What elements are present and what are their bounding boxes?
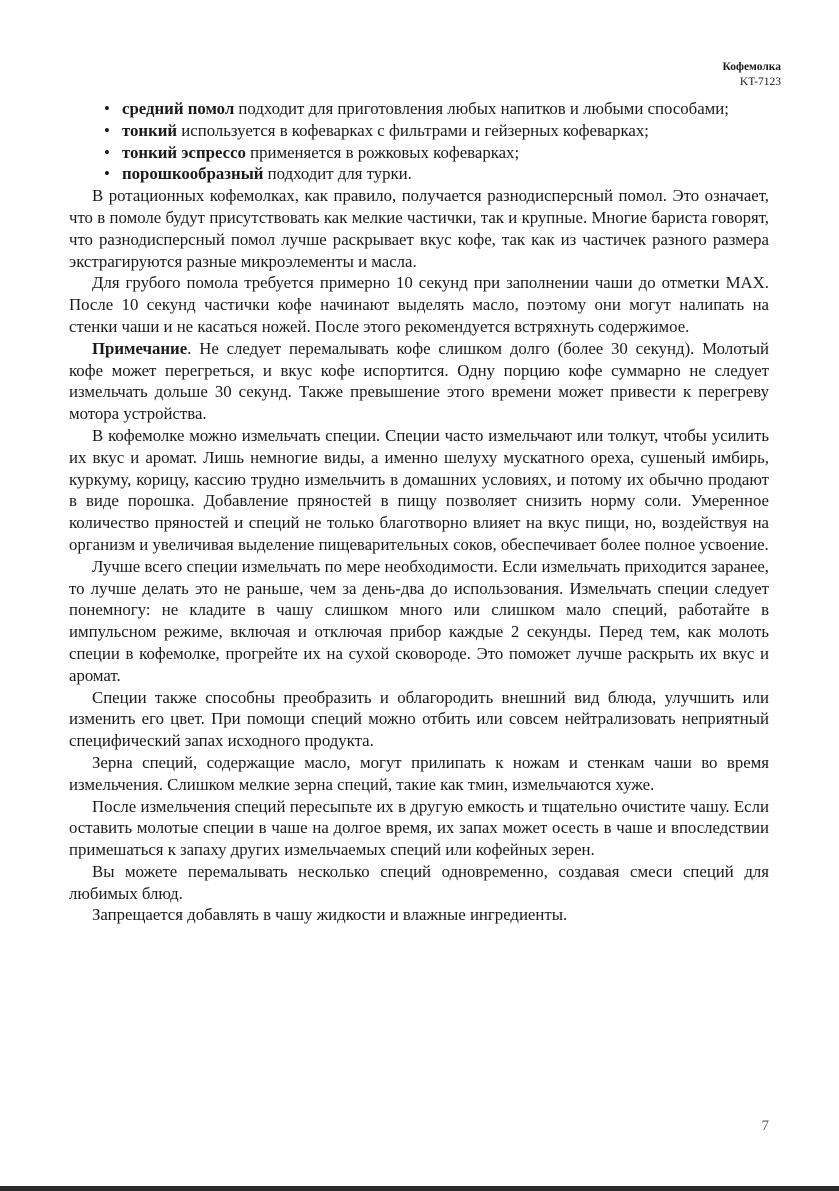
paragraph-text: Для грубого помола требуется примерно 10 секунд при заполнении чаши до отметки MAX. После 10 секунд частички кофе начинают выделять масло, поэтому они могут налипать на стенки чаши и не касаться ножей. После этого рекомендуется встряхнуть содержимое. <box>69 273 769 336</box>
grind-types-list <box>69 98 769 185</box>
page-body <box>69 98 769 926</box>
paragraph-text: Запрещается добавлять в чашу жидкости и влажные ингредиенты. <box>92 905 568 925</box>
paragraph <box>69 272 769 337</box>
paragraph <box>69 796 769 861</box>
note-label: Примечание <box>92 338 188 358</box>
paragraph-text: После измельчения специй пересыпьте их в другую емкость и тщательно очистите чашу. Если оставить молотые специи в чаше на долгое время, их запах может осесть в чаше и впоследствии примешаться к запаху других измельчаемых специй или кофейных зерен. <box>69 796 769 860</box>
paragraph-text: Вы можете перемалывать несколько специй одновременно, создавая смеси специй для любимых блюд. <box>69 861 769 903</box>
paragraph <box>69 185 769 272</box>
term: средний помол <box>122 99 235 118</box>
term-description: используется в кофеварках с фильтрами и гейзерных кофеварках; <box>177 120 649 140</box>
term-description: подходит для турки. <box>263 164 412 184</box>
term-description: применяется в рожковых кофеварках; <box>245 142 520 162</box>
note-paragraph <box>69 338 769 425</box>
paragraph-text: Лучше всего специи измельчать по мере необходимости. Если измельчать приходится заранее, то лучше делать это не раньше, чем за день-два до использования. Измельчать специи следует понемногу: не кладите в чашу слишком много или слишком мало специй, работайте в импульсном режиме, включая и отключая прибор каждые 2 секунды. Перед тем, как молоть специи в кофемолке, прогрейте их на сухой сковороде. Это поможет лучше раскрыть их вкус и аромат. <box>69 556 769 685</box>
bottom-border <box>0 1186 839 1191</box>
bullet-icon: • <box>104 99 110 118</box>
bullet-icon: • <box>104 120 110 140</box>
paragraph <box>69 752 769 796</box>
paragraph <box>69 904 769 926</box>
term-description: подходит для приготовления любых напитков и любыми способами; <box>234 99 729 118</box>
bullet-icon: • <box>104 142 110 162</box>
paragraph-text: Специи также способны преобразить и облагородить внешний вид блюда, улучшить или изменить его цвет. При помощи специй можно отбить или совсем нейтрализовать неприятный специфический запах исходного продукта. <box>69 687 769 751</box>
paragraph <box>69 861 769 905</box>
model-number: KT-7123 <box>739 76 781 88</box>
term: тонкий <box>122 120 178 140</box>
list-item <box>69 120 769 142</box>
paragraph <box>69 687 769 752</box>
paragraph-text: . Не следует перемалывать кофе слишком долго (более 30 секунд). Молотый кофе может перегреться, и вкус кофе испортится. Одну порцию кофе суммарно не следует измельчать дольше 30 секунд. Также превышение этого времени может привести к перегреву мотора устройства. <box>69 338 769 424</box>
paragraph-text: Зерна специй, содержащие масло, могут прилипать к ножам и стенкам чаши во время измельчения. Слишком мелкие зерна специй, такие как тмин, измельчаются хуже. <box>69 752 769 794</box>
page-number: 7 <box>761 1118 769 1134</box>
term: порошкообразный <box>122 164 264 184</box>
bullet-icon: • <box>104 164 110 184</box>
paragraph <box>69 425 769 556</box>
list-item <box>69 163 769 185</box>
list-item <box>69 142 769 164</box>
term: тонкий эспрессо <box>122 142 246 162</box>
paragraph <box>69 556 769 687</box>
list-item <box>69 98 769 120</box>
paragraph-text: В ротационных кофемолках, как правило, получается разнодисперсный помол. Это означает, что в помоле будут присутствовать как мелкие частички, так и крупные. Многие бариста говорят, что разнодисперсный помол лучше раскрывает вкус кофе, так как из частичек разного размера экстрагируются разные микроэлементы и масла. <box>69 186 769 271</box>
page-header <box>722 60 781 90</box>
paragraph-text: В кофемолке можно измельчать специи. Специи часто измельчают или толкут, чтобы усилить их вкус и аромат. Лишь немногие виды, а именно шелуху мускатного ореха, сушеный имбирь, куркуму, корицу, кассию трудно измельчить в домашних условиях, и потому их обычно продают в виде порошка. Добавление пряностей в пищу позволяет снизить норму соли. Умеренное количество пряностей и специй не только благотворно влияет на вкус пищи, но, воздействуя на организм и увеличивая выделение пищеварительных соков, обеспечивает более полное усвоение. <box>69 425 769 554</box>
document-title: Кофемолка <box>722 61 781 73</box>
